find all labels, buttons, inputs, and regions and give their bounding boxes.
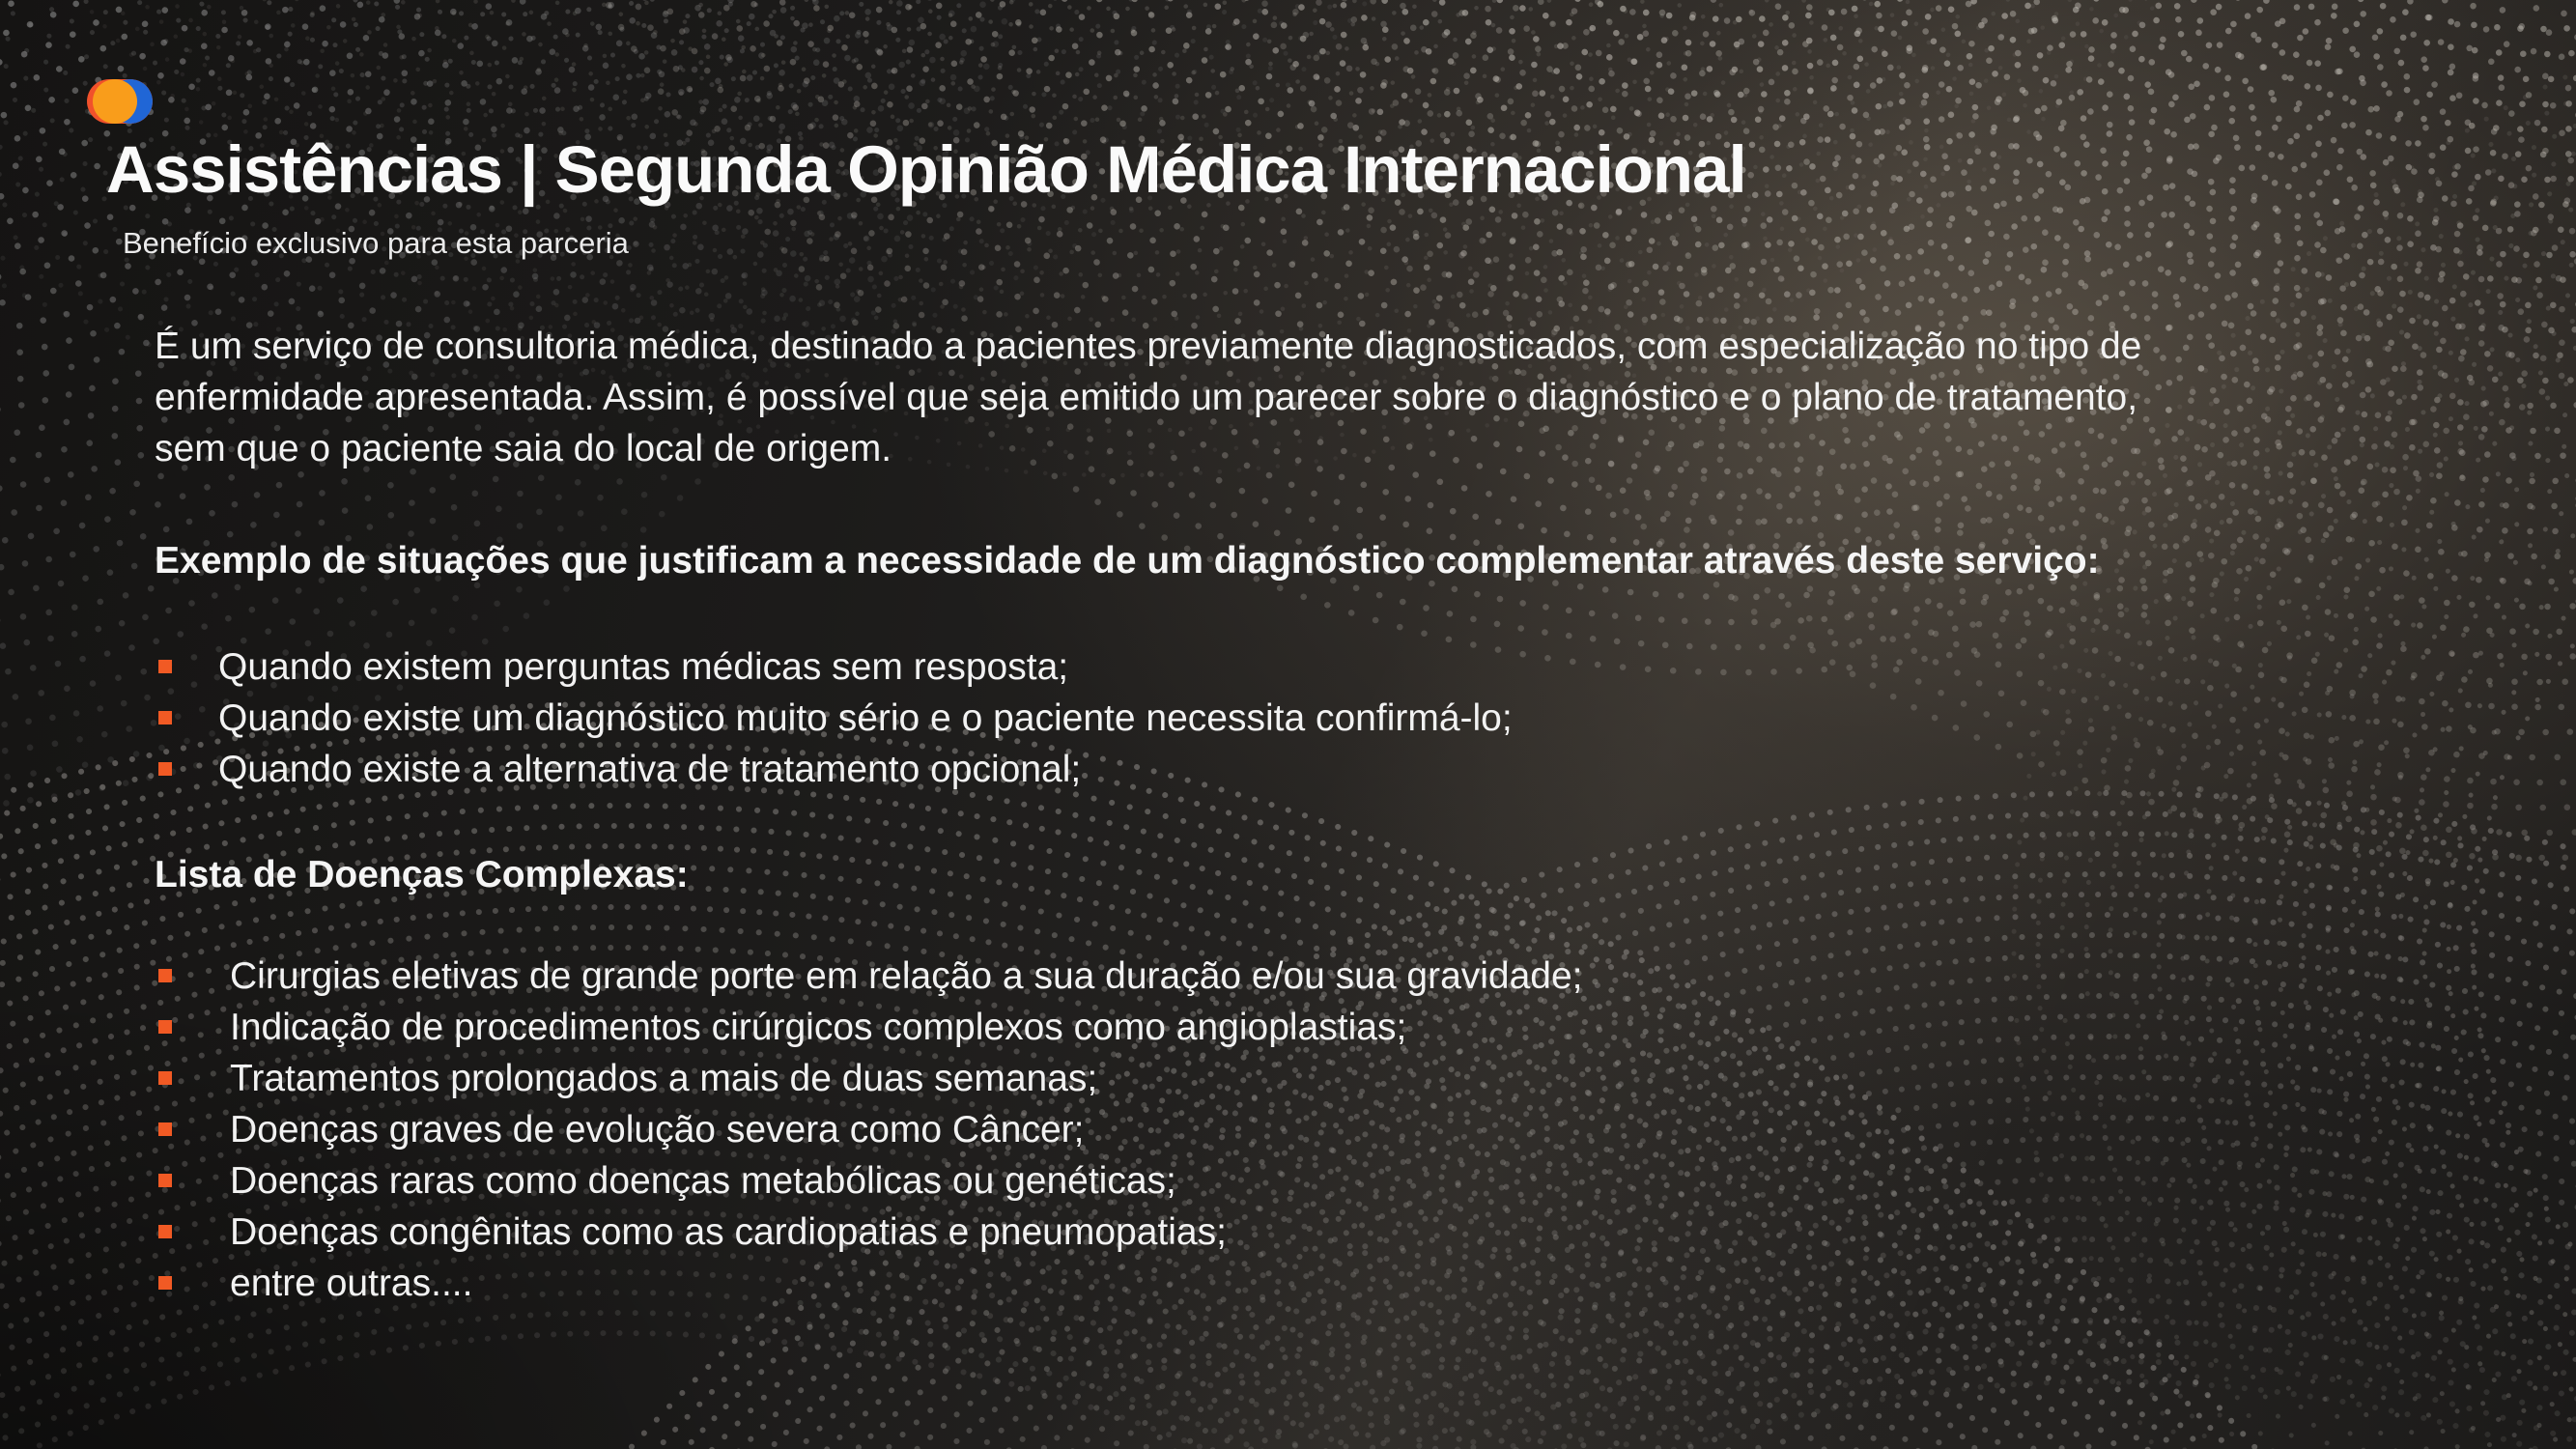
brand-logo xyxy=(87,79,153,124)
bullet-item: entre outras.... xyxy=(155,1258,2492,1309)
bullet-item: Doenças graves de evolução severa como Câncer; xyxy=(155,1104,2492,1155)
bullet-item: Doenças congênitas como as cardiopatias e pneumopatias; xyxy=(155,1207,2492,1258)
intro-line: É um serviço de consultoria médica, destinado a pacientes previamente diagnosticados, com especialização no tipo de xyxy=(155,326,2142,367)
bullet-item: Doenças raras como doenças metabólicas ou genéticas; xyxy=(155,1155,2492,1207)
section1-bullet-list xyxy=(155,641,2492,795)
page-title: Assistências | Segunda Opinião Médica Internacional xyxy=(106,132,1746,207)
intro-paragraph xyxy=(155,321,2492,474)
slide-content xyxy=(155,321,2492,1309)
page-subtitle: Benefício exclusivo para esta parceria xyxy=(123,226,629,260)
bullet-item: Cirurgias eletivas de grande porte em relação a sua duração e/ou sua gravidade; xyxy=(155,951,2492,1002)
section1-heading: Exemplo de situações que justificam a necessidade de um diagnóstico complementar através deste serviço: xyxy=(155,540,2100,582)
intro-line: enfermidade apresentada. Assim, é possível que seja emitido um parecer sobre o diagnóstico e o plano de tratamento, xyxy=(155,377,2138,418)
bullet-item: Quando existe um diagnóstico muito sério e o paciente necessita confirmá-lo; xyxy=(155,693,2492,744)
logo-middle-shape xyxy=(93,79,137,124)
bullet-item: Indicação de procedimentos cirúrgicos complexos como angioplastias; xyxy=(155,1002,2492,1053)
brand-logo-icon xyxy=(87,79,153,124)
section2-heading: Lista de Doenças Complexas: xyxy=(155,854,689,895)
intro-line: sem que o paciente saia do local de origem. xyxy=(155,428,892,469)
bullet-item: Tratamentos prolongados a mais de duas semanas; xyxy=(155,1053,2492,1104)
bullet-item: Quando existem perguntas médicas sem resposta; xyxy=(155,641,2492,693)
section2-bullet-list xyxy=(155,951,2492,1309)
bullet-item: Quando existe a alternativa de tratamento opcional; xyxy=(155,744,2492,795)
